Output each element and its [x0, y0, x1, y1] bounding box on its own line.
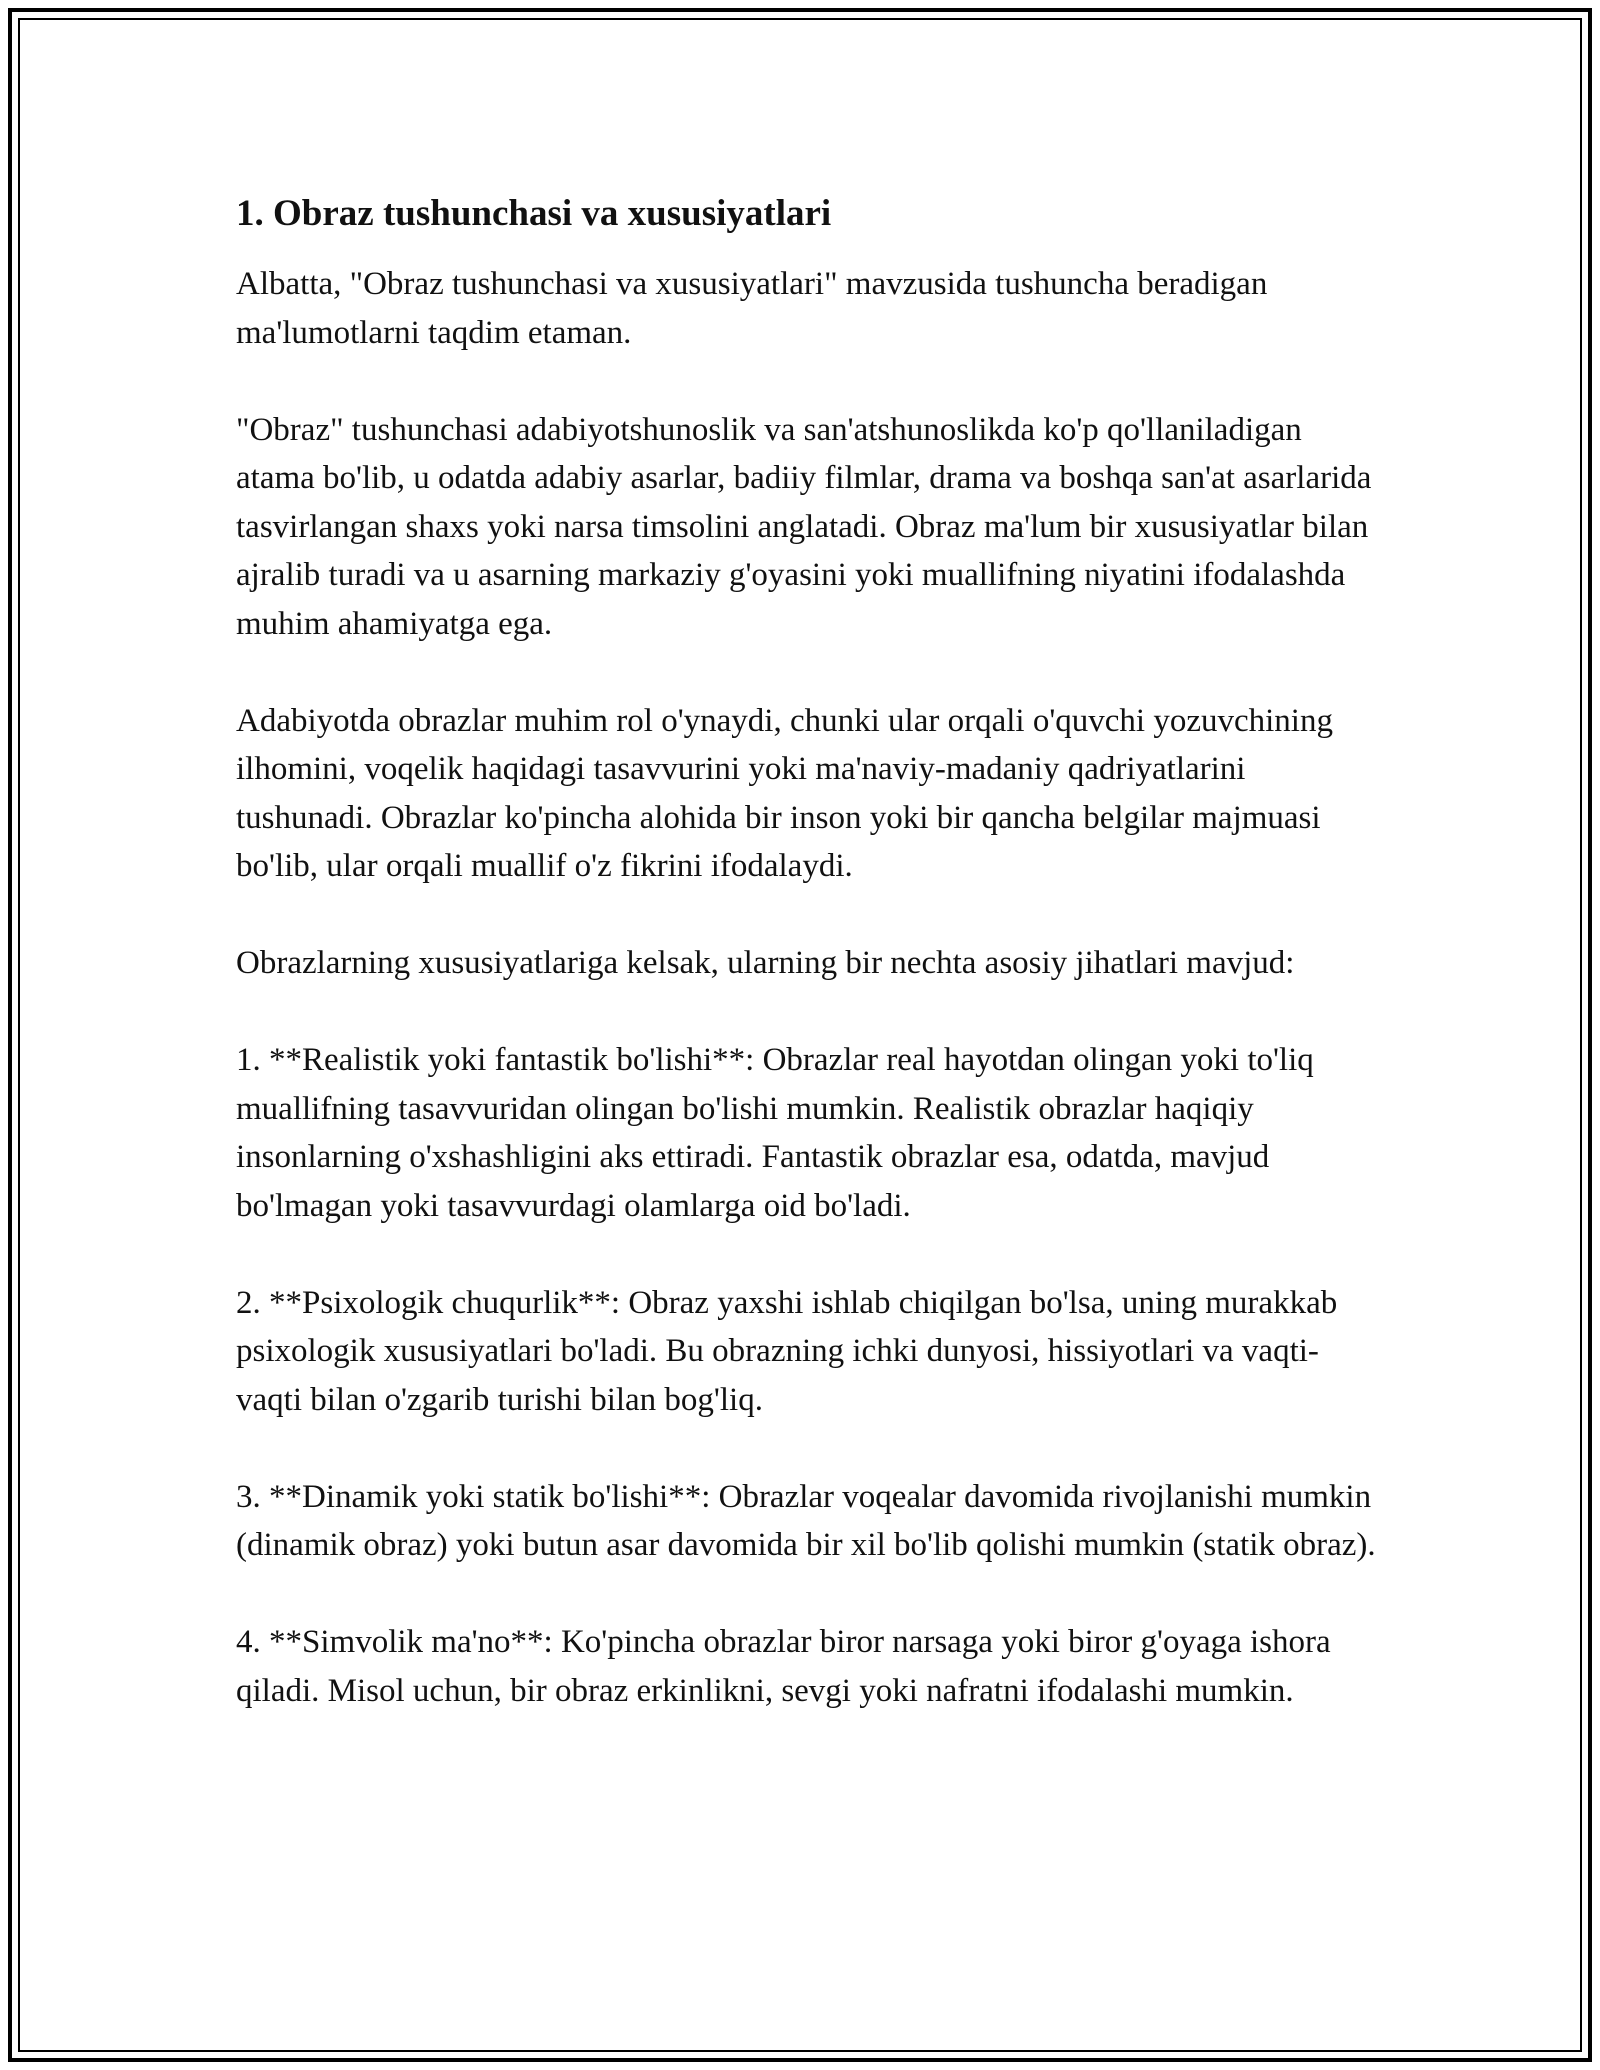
paragraph-features-intro: Obrazlarning xususiyatlariga kelsak, ularning bir nechta asosiy jihatlari mavjud: — [236, 945, 1295, 981]
document-title: 1. Obraz tushunchasi va xususiyatlari — [236, 193, 832, 234]
list-item-realistic: 1. **Realistik yoki fantastik bo'lishi**: Obrazlar real hayotdan olingan yoki to'liq muallifning tasavvuridan olingan bo'lishi mumkin. Realistik obrazlar haqiqiy insonlarning o'xshashligini aks ettiradi. Fantastik obrazlar esa, odatda, mavjud bo'lmagan yoki tasavvurdagi olamlarga oid bo'ladi. — [236, 1042, 1314, 1224]
paragraph-intro: Albatta, "Obraz tushunchasi va xususiyatlari" mavzusida tushuncha beradigan ma'lumotlarni taqdim etaman. — [236, 266, 1268, 351]
list-item-symbolic: 4. **Simvolik ma'no**: Ko'pincha obrazlar biror narsaga yoki biror g'oyaga ishora qiladi. Misol uchun, bir obraz erkinlikni, sevgi yoki nafratni ifodalashi mumkin. — [236, 1624, 1331, 1709]
list-item-dynamic: 3. **Dinamik yoki statik bo'lishi**: Obrazlar voqealar davomida rivojlanishi mumkin (dinamik obraz) yoki butun asar davomida bir xil bo'lib qolishi mumkin (statik obraz). — [236, 1478, 1376, 1563]
paragraph-definition: "Obraz" tushunchasi adabiyotshunoslik va san'atshunoslikda ko'p qo'llaniladigan atama bo'lib, u odatda adabiy asarlar, badiiy filmlar, drama va boshqa san'at asarlarida tasvirlangan shaxs yoki narsa timsolini anglatadi. Obraz ma'lum bir xususiyatlar bilan ajralib turadi va u asarning markaziy g'oyasini yoki muallifning niyatini ifodalashda muhim ahamiyatga ega. — [236, 411, 1372, 642]
list-item-psychological: 2. **Psixologik chuqurlik**: Obraz yaxshi ishlab chiqilgan bo'lsa, uning murakkab psixologik xususiyatlari bo'ladi. Bu obrazning ichki dunyosi, hissiyotlari va vaqti-vaqti bilan o'zgarib turishi bilan bog'liq. — [236, 1284, 1338, 1418]
document-body — [236, 188, 1376, 1715]
paragraph-role: Adabiyotda obrazlar muhim rol o'ynaydi, chunki ular orqali o'quvchi yozuvchining ilhomini, voqelik haqidagi tasavvurini yoki ma'naviy-madaniy qadriyatlarini tushunadi. Obrazlar ko'pincha alohida bir inson yoki bir qancha belgilar majmuasi bo'lib, ular orqali muallif o'z fikrini ifodalaydi. — [236, 702, 1333, 884]
